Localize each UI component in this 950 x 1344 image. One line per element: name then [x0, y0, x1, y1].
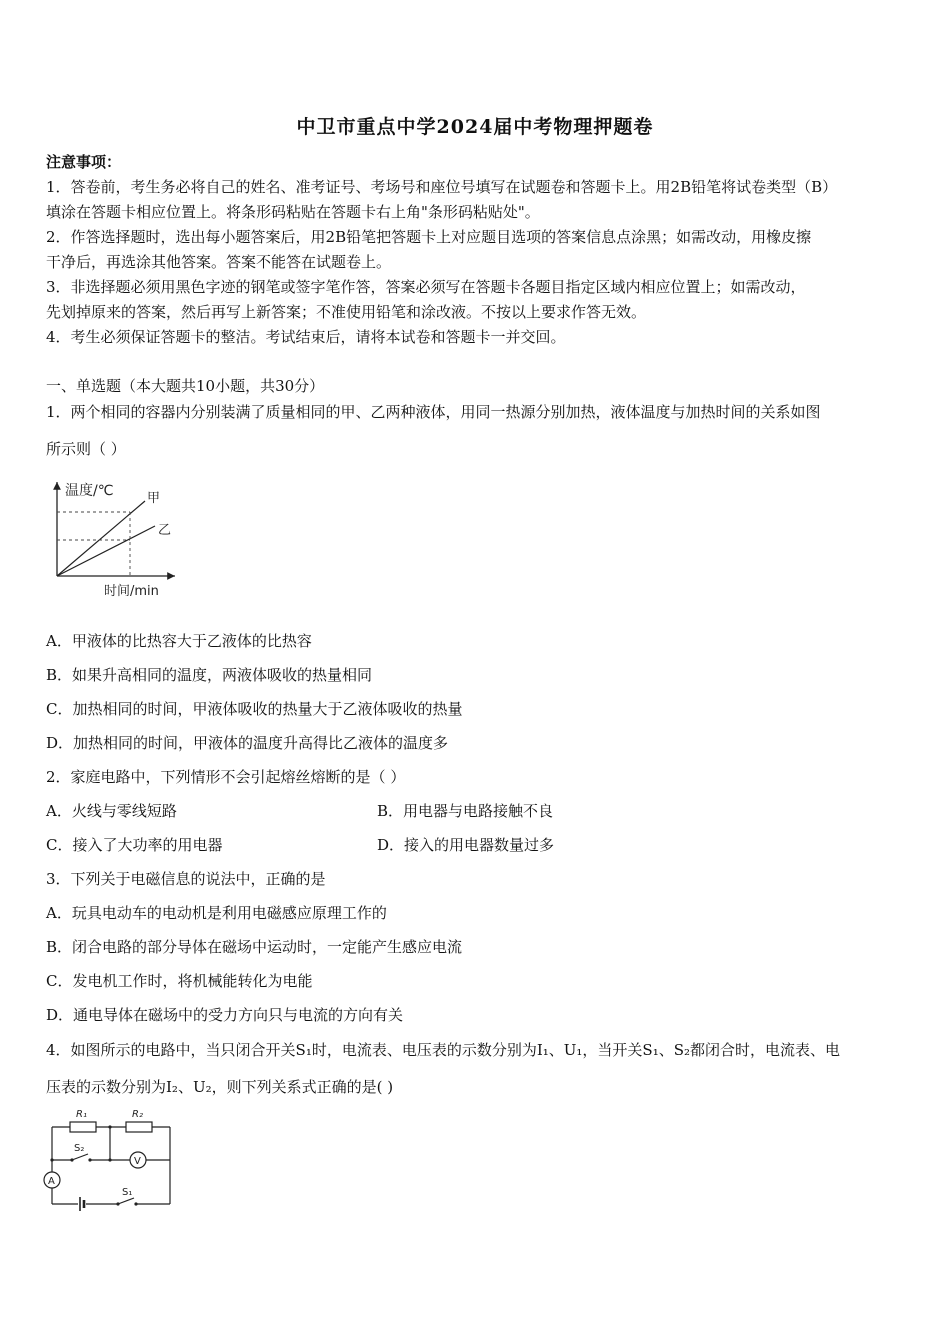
- option-c: C．加热相同的时间，甲液体吸收的热量大于乙液体吸收的热量: [46, 700, 463, 718]
- notice-line: 先划掉原来的答案，然后再写上新答案；不准使用铅笔和涂改液。不按以上要求作答无效。: [46, 303, 647, 321]
- notice-heading: 注意事项：: [46, 153, 122, 171]
- option-b: B．闭合电路的部分导体在磁场中运动时，一定能产生感应电流: [46, 938, 463, 956]
- switch-s1: [118, 1198, 134, 1204]
- notice-line: 干净后，再选涂其他答案。答案不能答在试题卷上。: [46, 253, 392, 271]
- page-title: 中卫市重点中学2024届中考物理押题卷: [296, 116, 654, 138]
- notice-line: 1．答卷前，考生务必将自己的姓名、准考证号、考场号和座位号填写在试题卷和答题卡上。用2B铅笔将试卷类型（B）: [46, 178, 838, 196]
- resistor-r1: [70, 1122, 96, 1132]
- notice-line: 3．非选择题必须用黑色字迹的钢笔或签字笔作答，答案必须写在答题卡各题目指定区域内相应位置上；如需改动，: [46, 278, 806, 296]
- option-d: D．接入的用电器数量过多: [377, 836, 555, 854]
- circuit-diagram: [40, 1104, 180, 1214]
- option-d: D．加热相同的时间，甲液体的温度升高得比乙液体的温度多: [46, 734, 449, 752]
- question-1-stem: 1．两个相同的容器内分别装满了质量相同的甲、乙两种液体，用同一热源分别加热，液体温度与加热时间的关系如图: [46, 403, 821, 421]
- series-b-label: 乙: [158, 523, 172, 538]
- ammeter-label: A: [48, 1176, 55, 1187]
- x-axis-label: 时间/min: [104, 584, 159, 599]
- option-a: A．玩具电动车的电动机是利用电磁感应原理工作的: [46, 904, 387, 922]
- option-c: C．发电机工作时，将机械能转化为电能: [46, 972, 313, 990]
- question-2-stem: 2．家庭电路中，下列情形不会引起熔丝熔断的是（ ）: [46, 768, 406, 786]
- y-axis-label: 温度/℃: [65, 483, 114, 499]
- voltmeter-label: V: [134, 1156, 141, 1167]
- option-a: A．火线与零线短路: [46, 802, 177, 820]
- switch-s2: [72, 1154, 88, 1160]
- s1-label: S₁: [122, 1187, 133, 1198]
- option-a: A．甲液体的比热容大于乙液体的比热容: [46, 632, 312, 650]
- question-3-stem: 3．下列关于电磁信息的说法中，正确的是: [46, 870, 326, 888]
- temperature-time-graph: [40, 478, 190, 603]
- option-c: C．接入了大功率的用电器: [46, 836, 223, 854]
- option-b: B．如果升高相同的温度，两液体吸收的热量相同: [46, 666, 373, 684]
- section-heading: 一、单选题（本大题共10小题，共30分）: [46, 377, 325, 395]
- r2-label: R₂: [132, 1109, 143, 1120]
- notice-line: 4．考生必须保证答题卡的整洁。考试结束后，请将本试卷和答题卡一并交回。: [46, 328, 566, 346]
- question-1-stem-cont: 所示则（ ）: [46, 440, 126, 458]
- notice-line: 填涂在答题卡相应位置上。将条形码粘贴在答题卡右上角"条形码粘贴处"。: [46, 203, 540, 221]
- notice-line: 2．作答选择题时，选出每小题答案后，用2B铅笔把答题卡上对应题目选项的答案信息点涂黑；如需改动，用橡皮擦: [46, 228, 812, 246]
- series-a-label: 甲: [147, 491, 161, 506]
- s2-label: S₂: [74, 1143, 85, 1154]
- resistor-r2: [126, 1122, 152, 1132]
- r1-label: R₁: [76, 1109, 87, 1120]
- option-d: D．通电导体在磁场中的受力方向只与电流的方向有关: [46, 1006, 404, 1024]
- question-4-stem: 4．如图所示的电路中，当只闭合开关S₁时，电流表、电压表的示数分别为I₁、U₁，当开关S₁、S₂都闭合时，电流表、电: [46, 1041, 841, 1059]
- option-b: B．用电器与电路接触不良: [377, 802, 554, 820]
- question-4-stem-cont: 压表的示数分别为I₂、U₂，则下列关系式正确的是( ): [46, 1078, 394, 1096]
